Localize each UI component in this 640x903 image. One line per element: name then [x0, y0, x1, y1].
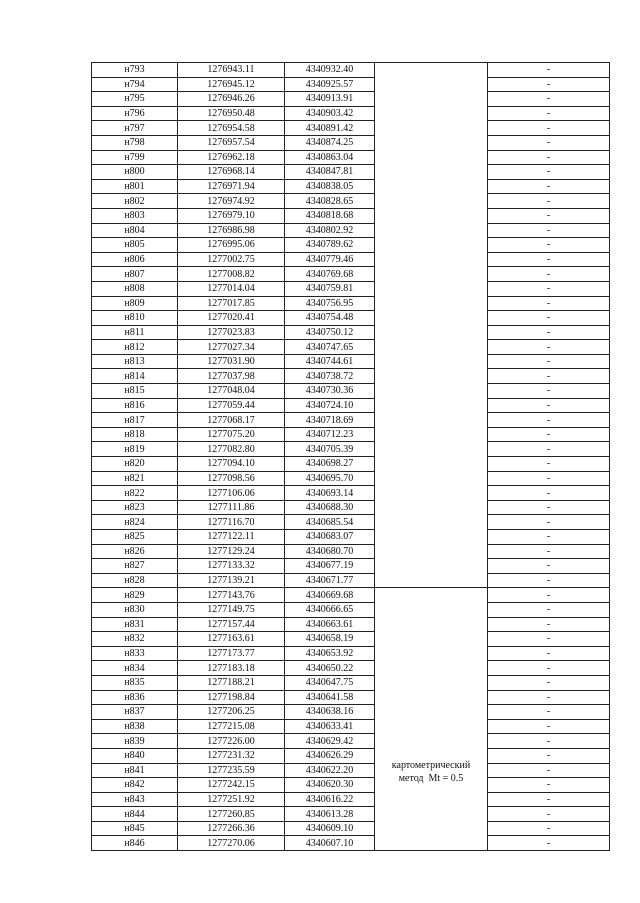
y-coordinate-cell: 4340629.42 [285, 734, 375, 749]
point-id-cell: н806 [92, 252, 178, 267]
point-id-cell: н813 [92, 354, 178, 369]
point-id-cell: н794 [92, 77, 178, 92]
accuracy-cell: - [488, 457, 610, 472]
table-row [92, 238, 610, 253]
x-coordinate-cell: 1277215.08 [178, 719, 285, 734]
table-row [92, 223, 610, 238]
point-id-cell: н825 [92, 530, 178, 545]
accuracy-cell: - [488, 836, 610, 851]
accuracy-cell: - [488, 734, 610, 749]
x-coordinate-cell: 1277098.56 [178, 471, 285, 486]
x-coordinate-cell: 1277017.85 [178, 296, 285, 311]
x-coordinate-cell: 1277260.85 [178, 807, 285, 822]
x-coordinate-cell: 1277020.41 [178, 311, 285, 326]
table-row [92, 807, 610, 822]
accuracy-cell: - [488, 486, 610, 501]
x-coordinate-cell: 1276971.94 [178, 179, 285, 194]
y-coordinate-cell: 4340874.25 [285, 135, 375, 150]
table-row [92, 296, 610, 311]
point-id-cell: н810 [92, 311, 178, 326]
y-coordinate-cell: 4340724.10 [285, 398, 375, 413]
table-row [92, 821, 610, 836]
method-label-line2: метод Mt = 0.5 [398, 772, 464, 784]
table-row [92, 369, 610, 384]
point-id-cell: н802 [92, 194, 178, 209]
point-id-cell: н803 [92, 208, 178, 223]
y-coordinate-cell: 4340847.81 [285, 165, 375, 180]
y-coordinate-cell: 4340863.04 [285, 150, 375, 165]
table-row [92, 573, 610, 588]
accuracy-cell: - [488, 602, 610, 617]
x-coordinate-cell: 1277122.11 [178, 530, 285, 545]
point-id-cell: н807 [92, 267, 178, 282]
x-coordinate-cell: 1277235.59 [178, 763, 285, 778]
x-coordinate-cell: 1276957.54 [178, 135, 285, 150]
y-coordinate-cell: 4340620.30 [285, 778, 375, 793]
accuracy-cell: - [488, 179, 610, 194]
table-row [92, 792, 610, 807]
point-id-cell: н795 [92, 92, 178, 107]
x-coordinate-cell: 1277106.06 [178, 486, 285, 501]
x-coordinate-cell: 1277231.32 [178, 748, 285, 763]
table-row [92, 559, 610, 574]
x-coordinate-cell: 1277163.61 [178, 632, 285, 647]
accuracy-cell: - [488, 369, 610, 384]
y-coordinate-cell: 4340663.61 [285, 617, 375, 632]
accuracy-cell: - [488, 821, 610, 836]
x-coordinate-cell: 1277116.70 [178, 515, 285, 530]
point-id-cell: н814 [92, 369, 178, 384]
y-coordinate-cell: 4340647.75 [285, 675, 375, 690]
table-row [92, 602, 610, 617]
point-id-cell: н793 [92, 63, 178, 78]
table-row [92, 734, 610, 749]
y-coordinate-cell: 4340756.95 [285, 296, 375, 311]
table-row [92, 530, 610, 545]
y-coordinate-cell: 4340695.70 [285, 471, 375, 486]
table-row [92, 457, 610, 472]
table-row [92, 690, 610, 705]
table-row [92, 544, 610, 559]
accuracy-cell: - [488, 281, 610, 296]
x-coordinate-cell: 1277149.75 [178, 602, 285, 617]
table-row [92, 194, 610, 209]
method-cell-empty [375, 63, 488, 588]
accuracy-cell: - [488, 559, 610, 574]
point-id-cell: н816 [92, 398, 178, 413]
point-id-cell: н819 [92, 442, 178, 457]
x-coordinate-cell: 1277031.90 [178, 354, 285, 369]
point-id-cell: н841 [92, 763, 178, 778]
point-id-cell: н829 [92, 588, 178, 603]
point-id-cell: н823 [92, 500, 178, 515]
accuracy-cell: - [488, 719, 610, 734]
accuracy-cell: - [488, 763, 610, 778]
x-coordinate-cell: 1277075.20 [178, 427, 285, 442]
x-coordinate-cell: 1277037.98 [178, 369, 285, 384]
accuracy-cell: - [488, 121, 610, 136]
point-id-cell: н836 [92, 690, 178, 705]
point-id-cell: н822 [92, 486, 178, 501]
accuracy-cell: - [488, 238, 610, 253]
point-id-cell: н842 [92, 778, 178, 793]
x-coordinate-cell: 1276954.58 [178, 121, 285, 136]
y-coordinate-cell: 4340730.36 [285, 384, 375, 399]
y-coordinate-cell: 4340633.41 [285, 719, 375, 734]
table-row [92, 719, 610, 734]
point-id-cell: н830 [92, 602, 178, 617]
accuracy-cell: - [488, 573, 610, 588]
x-coordinate-cell: 1276946.26 [178, 92, 285, 107]
y-coordinate-cell: 4340779.46 [285, 252, 375, 267]
method-label-line1: картометрический [391, 759, 471, 771]
x-coordinate-cell: 1276945.12 [178, 77, 285, 92]
accuracy-cell: - [488, 530, 610, 545]
accuracy-cell: - [488, 413, 610, 428]
table-row [92, 675, 610, 690]
table-row [92, 500, 610, 515]
x-coordinate-cell: 1277082.80 [178, 442, 285, 457]
accuracy-cell: - [488, 63, 610, 78]
point-id-cell: н833 [92, 646, 178, 661]
accuracy-cell: - [488, 617, 610, 632]
table-row [92, 471, 610, 486]
accuracy-cell: - [488, 223, 610, 238]
y-coordinate-cell: 4340653.92 [285, 646, 375, 661]
x-coordinate-cell: 1276979.10 [178, 208, 285, 223]
y-coordinate-cell: 4340613.28 [285, 807, 375, 822]
point-id-cell: н805 [92, 238, 178, 253]
y-coordinate-cell: 4340747.65 [285, 340, 375, 355]
table-row [92, 77, 610, 92]
accuracy-cell: - [488, 150, 610, 165]
y-coordinate-cell: 4340838.05 [285, 179, 375, 194]
point-id-cell: н821 [92, 471, 178, 486]
table-row [92, 165, 610, 180]
table-row [92, 748, 610, 763]
y-coordinate-cell: 4340680.70 [285, 544, 375, 559]
accuracy-cell: - [488, 661, 610, 676]
y-coordinate-cell: 4340925.57 [285, 77, 375, 92]
table-row [92, 252, 610, 267]
accuracy-cell: - [488, 632, 610, 647]
table-row [92, 617, 610, 632]
table-row [92, 705, 610, 720]
x-coordinate-cell: 1277157.44 [178, 617, 285, 632]
table-row [92, 427, 610, 442]
accuracy-cell: - [488, 705, 610, 720]
x-coordinate-cell: 1277002.75 [178, 252, 285, 267]
x-coordinate-cell: 1277133.32 [178, 559, 285, 574]
table-row [92, 413, 610, 428]
table-row [92, 340, 610, 355]
y-coordinate-cell: 4340903.42 [285, 106, 375, 121]
accuracy-cell: - [488, 500, 610, 515]
y-coordinate-cell: 4340671.77 [285, 573, 375, 588]
x-coordinate-cell: 1277251.92 [178, 792, 285, 807]
y-coordinate-cell: 4340666.65 [285, 602, 375, 617]
x-coordinate-cell: 1276968.14 [178, 165, 285, 180]
point-id-cell: н844 [92, 807, 178, 822]
x-coordinate-cell: 1277270.06 [178, 836, 285, 851]
point-id-cell: н815 [92, 384, 178, 399]
y-coordinate-cell: 4340789.62 [285, 238, 375, 253]
table-row [92, 398, 610, 413]
table-row [92, 646, 610, 661]
coordinates-table [91, 62, 610, 851]
x-coordinate-cell: 1277014.04 [178, 281, 285, 296]
point-id-cell: н808 [92, 281, 178, 296]
accuracy-cell: - [488, 442, 610, 457]
table-row [92, 311, 610, 326]
table-row [92, 135, 610, 150]
y-coordinate-cell: 4340622.20 [285, 763, 375, 778]
point-id-cell: н839 [92, 734, 178, 749]
x-coordinate-cell: 1276962.18 [178, 150, 285, 165]
point-id-cell: н827 [92, 559, 178, 574]
x-coordinate-cell: 1277129.24 [178, 544, 285, 559]
y-coordinate-cell: 4340638.16 [285, 705, 375, 720]
table-row [92, 442, 610, 457]
table-row [92, 150, 610, 165]
y-coordinate-cell: 4340688.30 [285, 500, 375, 515]
accuracy-cell: - [488, 296, 610, 311]
coordinates-table-body [92, 63, 610, 851]
table-row [92, 281, 610, 296]
point-id-cell: н799 [92, 150, 178, 165]
table-row [92, 588, 610, 603]
point-id-cell: н804 [92, 223, 178, 238]
x-coordinate-cell: 1277226.00 [178, 734, 285, 749]
point-id-cell: н846 [92, 836, 178, 851]
x-coordinate-cell: 1277206.25 [178, 705, 285, 720]
y-coordinate-cell: 4340658.19 [285, 632, 375, 647]
accuracy-cell: - [488, 544, 610, 559]
point-id-cell: н843 [92, 792, 178, 807]
x-coordinate-cell: 1277094.10 [178, 457, 285, 472]
y-coordinate-cell: 4340669.68 [285, 588, 375, 603]
y-coordinate-cell: 4340744.61 [285, 354, 375, 369]
y-coordinate-cell: 4340650.22 [285, 661, 375, 676]
table-row [92, 763, 610, 778]
accuracy-cell: - [488, 748, 610, 763]
y-coordinate-cell: 4340759.81 [285, 281, 375, 296]
y-coordinate-cell: 4340685.54 [285, 515, 375, 530]
point-id-cell: н811 [92, 325, 178, 340]
accuracy-cell: - [488, 340, 610, 355]
accuracy-cell: - [488, 427, 610, 442]
accuracy-cell: - [488, 646, 610, 661]
point-id-cell: н817 [92, 413, 178, 428]
point-id-cell: н835 [92, 675, 178, 690]
point-id-cell: н838 [92, 719, 178, 734]
x-coordinate-cell: 1276974.92 [178, 194, 285, 209]
accuracy-cell: - [488, 354, 610, 369]
accuracy-cell: - [488, 690, 610, 705]
accuracy-cell: - [488, 311, 610, 326]
x-coordinate-cell: 1277242.15 [178, 778, 285, 793]
accuracy-cell: - [488, 165, 610, 180]
y-coordinate-cell: 4340818.68 [285, 208, 375, 223]
accuracy-cell: - [488, 398, 610, 413]
table-row [92, 486, 610, 501]
x-coordinate-cell: 1277173.77 [178, 646, 285, 661]
x-coordinate-cell: 1277188.21 [178, 675, 285, 690]
point-id-cell: н809 [92, 296, 178, 311]
table-row [92, 106, 610, 121]
accuracy-cell: - [488, 208, 610, 223]
point-id-cell: н837 [92, 705, 178, 720]
x-coordinate-cell: 1277266.36 [178, 821, 285, 836]
point-id-cell: н840 [92, 748, 178, 763]
y-coordinate-cell: 4340754.48 [285, 311, 375, 326]
x-coordinate-cell: 1277139.21 [178, 573, 285, 588]
table-row [92, 778, 610, 793]
y-coordinate-cell: 4340698.27 [285, 457, 375, 472]
point-id-cell: н818 [92, 427, 178, 442]
point-id-cell: н797 [92, 121, 178, 136]
table-row [92, 661, 610, 676]
accuracy-cell: - [488, 267, 610, 282]
table-row [92, 836, 610, 851]
point-id-cell: н801 [92, 179, 178, 194]
table-row [92, 632, 610, 647]
table-row [92, 384, 610, 399]
table-row [92, 208, 610, 223]
y-coordinate-cell: 4340693.14 [285, 486, 375, 501]
y-coordinate-cell: 4340607.10 [285, 836, 375, 851]
x-coordinate-cell: 1277027.34 [178, 340, 285, 355]
accuracy-cell: - [488, 106, 610, 121]
x-coordinate-cell: 1277198.84 [178, 690, 285, 705]
y-coordinate-cell: 4340626.29 [285, 748, 375, 763]
x-coordinate-cell: 1277111.86 [178, 500, 285, 515]
point-id-cell: н826 [92, 544, 178, 559]
accuracy-cell: - [488, 588, 610, 603]
y-coordinate-cell: 4340705.39 [285, 442, 375, 457]
accuracy-cell: - [488, 135, 610, 150]
accuracy-cell: - [488, 92, 610, 107]
point-id-cell: н820 [92, 457, 178, 472]
y-coordinate-cell: 4340718.69 [285, 413, 375, 428]
y-coordinate-cell: 4340683.07 [285, 530, 375, 545]
y-coordinate-cell: 4340641.58 [285, 690, 375, 705]
x-coordinate-cell: 1277059.44 [178, 398, 285, 413]
table-row [92, 121, 610, 136]
x-coordinate-cell: 1277068.17 [178, 413, 285, 428]
point-id-cell: н845 [92, 821, 178, 836]
y-coordinate-cell: 4340616.22 [285, 792, 375, 807]
y-coordinate-cell: 4340609.10 [285, 821, 375, 836]
accuracy-cell: - [488, 325, 610, 340]
table-row [92, 515, 610, 530]
y-coordinate-cell: 4340738.72 [285, 369, 375, 384]
y-coordinate-cell: 4340750.12 [285, 325, 375, 340]
table-row [92, 92, 610, 107]
point-id-cell: н831 [92, 617, 178, 632]
x-coordinate-cell: 1277008.82 [178, 267, 285, 282]
accuracy-cell: - [488, 515, 610, 530]
x-coordinate-cell: 1276950.48 [178, 106, 285, 121]
table-row [92, 354, 610, 369]
y-coordinate-cell: 4340677.19 [285, 559, 375, 574]
accuracy-cell: - [488, 778, 610, 793]
x-coordinate-cell: 1276995.06 [178, 238, 285, 253]
accuracy-cell: - [488, 792, 610, 807]
point-id-cell: н834 [92, 661, 178, 676]
point-id-cell: н824 [92, 515, 178, 530]
accuracy-cell: - [488, 807, 610, 822]
y-coordinate-cell: 4340802.92 [285, 223, 375, 238]
y-coordinate-cell: 4340769.68 [285, 267, 375, 282]
accuracy-cell: - [488, 471, 610, 486]
table-row [92, 267, 610, 282]
point-id-cell: н832 [92, 632, 178, 647]
y-coordinate-cell: 4340891.42 [285, 121, 375, 136]
point-id-cell: н796 [92, 106, 178, 121]
method-cell [375, 588, 488, 851]
x-coordinate-cell: 1277023.83 [178, 325, 285, 340]
accuracy-cell: - [488, 675, 610, 690]
table-row [92, 325, 610, 340]
x-coordinate-cell: 1277183.18 [178, 661, 285, 676]
y-coordinate-cell: 4340932.40 [285, 63, 375, 78]
table-row [92, 179, 610, 194]
point-id-cell: н812 [92, 340, 178, 355]
accuracy-cell: - [488, 252, 610, 267]
accuracy-cell: - [488, 194, 610, 209]
x-coordinate-cell: 1277048.04 [178, 384, 285, 399]
accuracy-cell: - [488, 384, 610, 399]
point-id-cell: н828 [92, 573, 178, 588]
accuracy-cell: - [488, 77, 610, 92]
x-coordinate-cell: 1276943.11 [178, 63, 285, 78]
table-row [92, 63, 610, 78]
point-id-cell: н800 [92, 165, 178, 180]
y-coordinate-cell: 4340828.65 [285, 194, 375, 209]
y-coordinate-cell: 4340712.23 [285, 427, 375, 442]
point-id-cell: н798 [92, 135, 178, 150]
x-coordinate-cell: 1276986.98 [178, 223, 285, 238]
y-coordinate-cell: 4340913.91 [285, 92, 375, 107]
x-coordinate-cell: 1277143.76 [178, 588, 285, 603]
